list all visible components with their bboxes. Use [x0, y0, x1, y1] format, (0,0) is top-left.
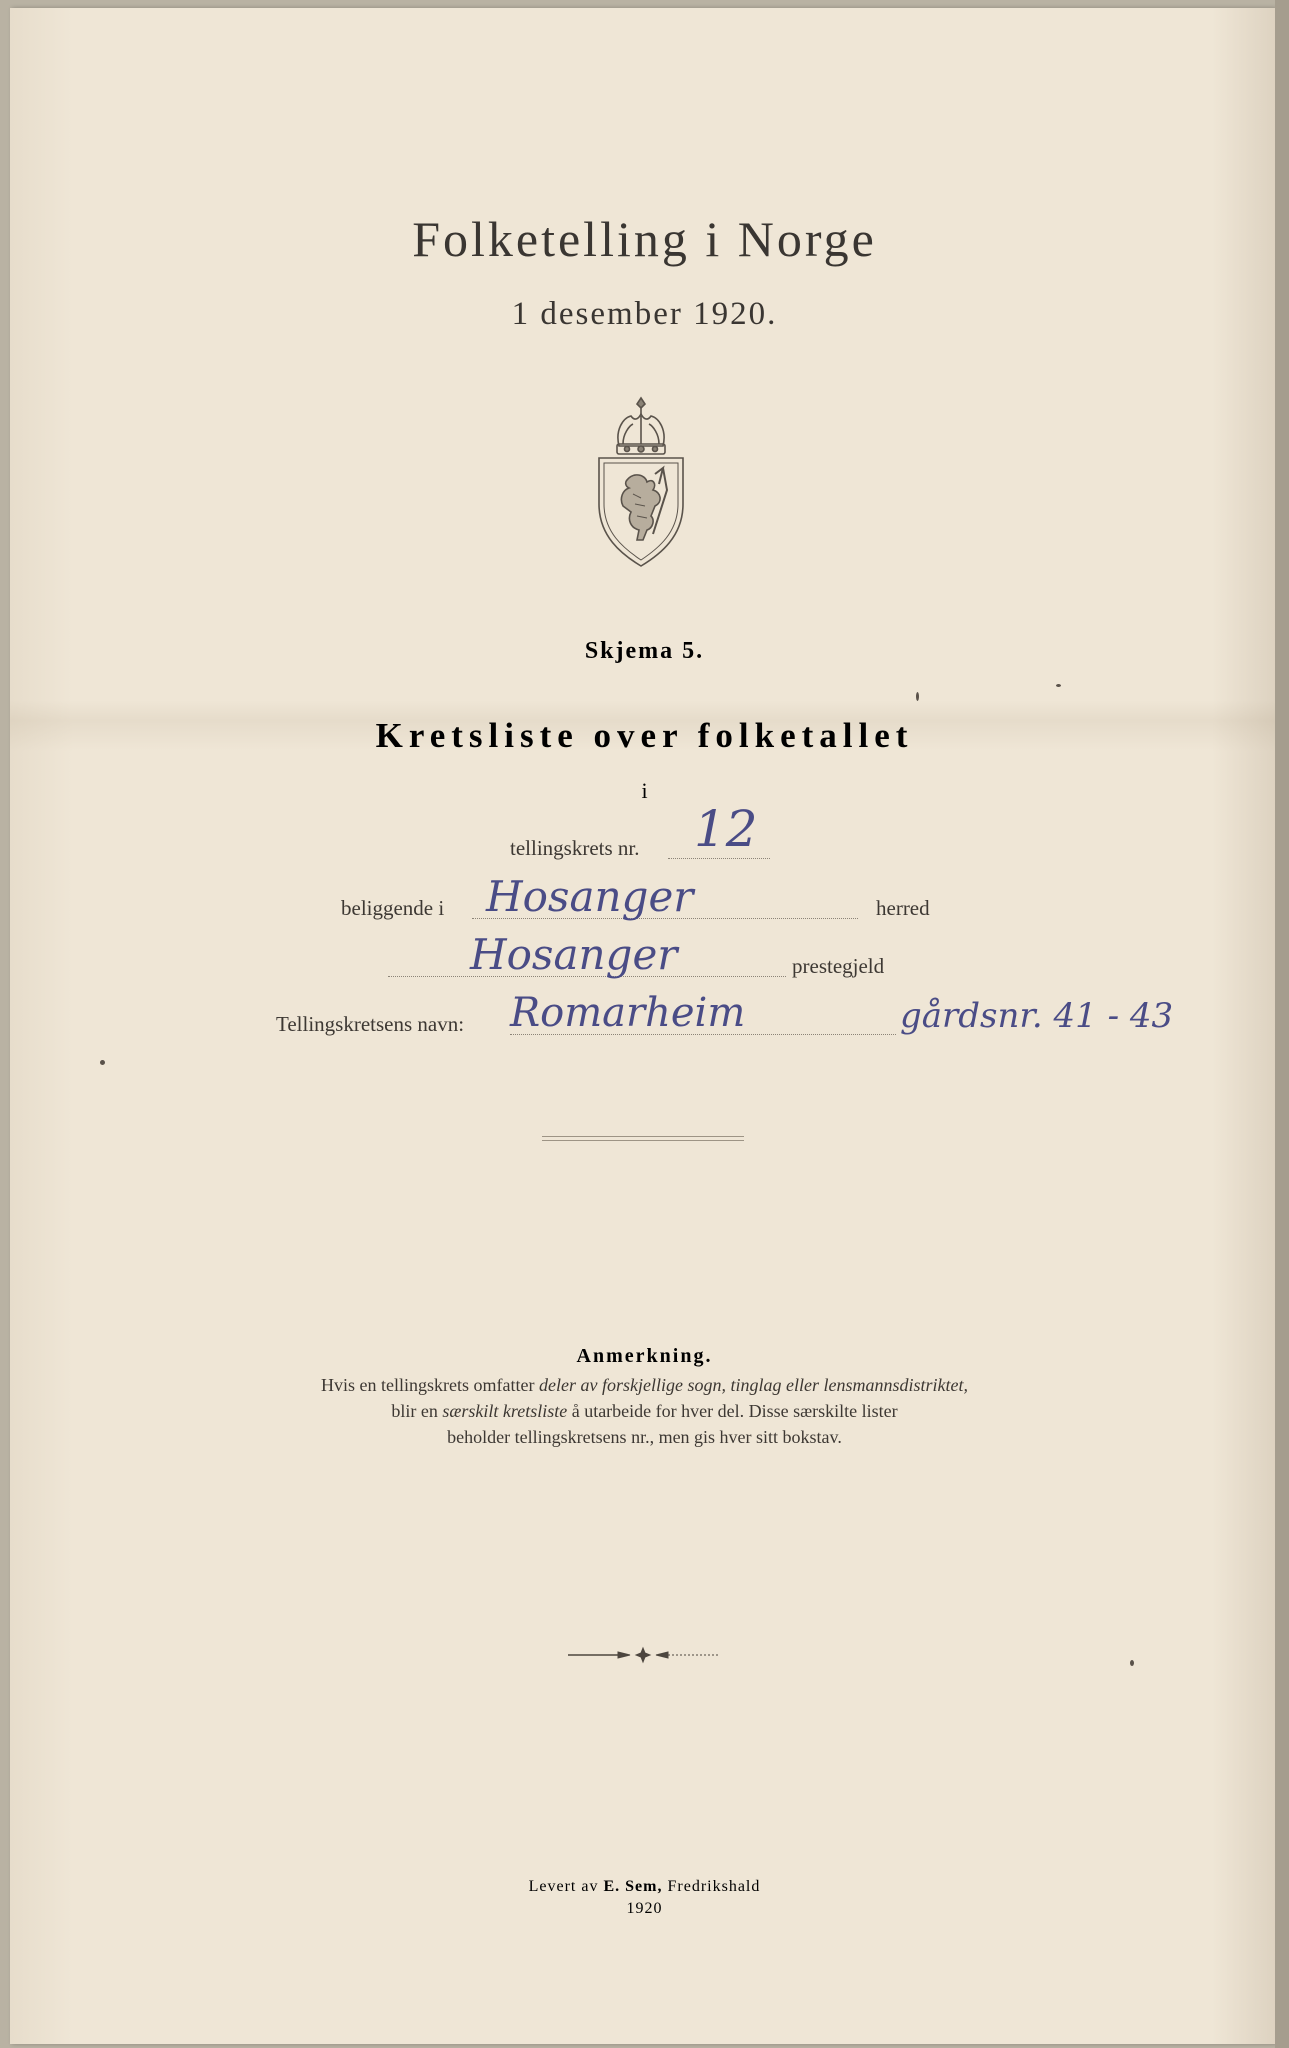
note-line-1: Hvis en tellingskrets omfatter deler av forskjellige sogn, tinglag eller lensmannsdistriktet, — [321, 1375, 968, 1395]
schema-number: Skjema 5. — [584, 638, 705, 664]
district-number-line — [668, 858, 770, 859]
document-title: Folketelling i Norge — [412, 211, 877, 267]
ornament-divider — [566, 1645, 720, 1665]
note-line-2: blir en særskilt kretsliste å utarbeide for hver del. Disse særskilte lister — [391, 1401, 898, 1421]
note-line-3: beholder tellingskretsens nr., men gis hver sitt bokstav. — [447, 1427, 842, 1447]
herred-label: herred — [876, 896, 930, 920]
paper-speck — [916, 692, 919, 701]
paper-speck — [1130, 1660, 1134, 1666]
preposition-text: i — [641, 778, 648, 803]
district-name-value: Romarheim — [510, 990, 746, 1036]
district-number-value: 12 — [694, 800, 758, 858]
municipality-value: Hosanger — [486, 872, 694, 921]
census-date: 1 desember 1920. — [511, 296, 778, 332]
located-in-label: beliggende i — [341, 896, 445, 920]
district-name-label: Tellingskretsens navn: — [276, 1012, 465, 1036]
printer-credit: Levert av E. Sem, Fredrikshald — [528, 1878, 761, 1895]
parish-label: prestegjeld — [792, 954, 885, 978]
parish-value: Hosanger — [470, 930, 678, 979]
form-heading: Kretsliste over folketallet — [375, 716, 914, 755]
paper-speck — [1056, 684, 1061, 687]
farm-number-value: gårdsnr. 41 - 43 — [900, 996, 1174, 1036]
printer-year: 1920 — [626, 1900, 663, 1917]
separator-rule — [542, 1136, 744, 1141]
norwegian-coat-of-arms-icon — [593, 394, 689, 570]
paper-speck — [100, 1060, 105, 1065]
district-number-label: tellingskrets nr. — [510, 836, 640, 860]
note-heading: Anmerkning. — [576, 1345, 713, 1367]
